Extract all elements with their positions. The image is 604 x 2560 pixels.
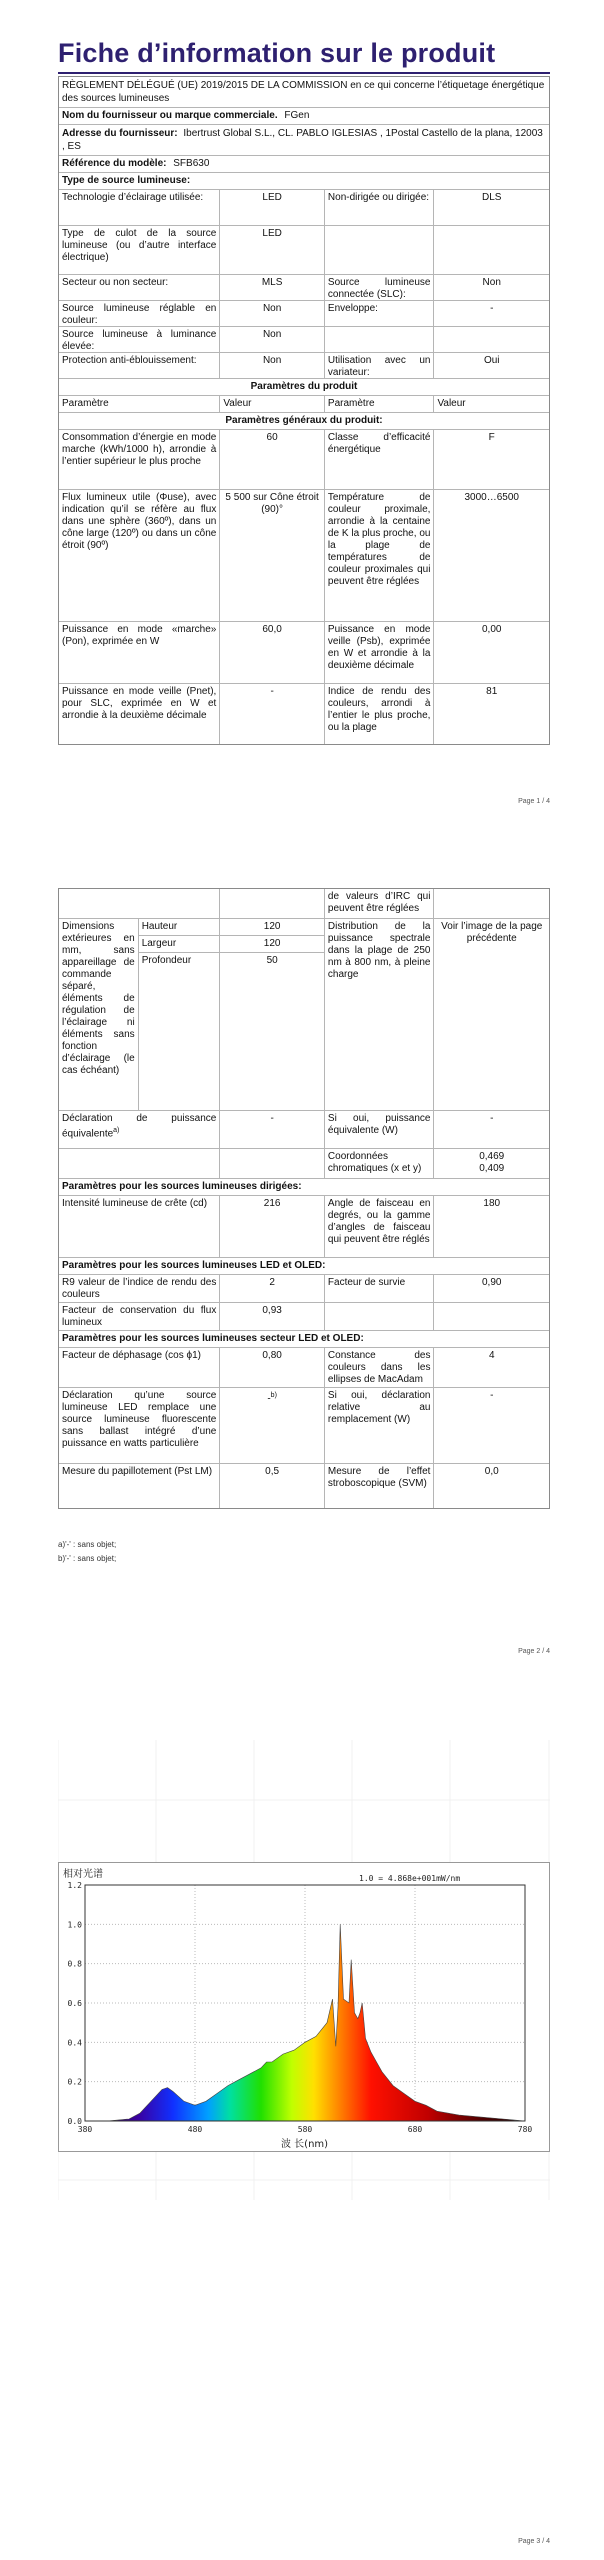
dimensions-row [59,919,549,1111]
x-axis-label: 波 长(nm) [281,2139,329,2150]
footnote-a: a)'-' : sans objet; [58,1540,117,1549]
supplier-address-value: Ibertrust Global S.L., CL. PABLO IGLESIAS , 1Postal Castello de la plana, 12003 , ES [62,128,543,152]
page-3 [0,1740,604,2560]
row-value: DLS [482,192,502,203]
table-row [59,490,549,622]
row-value: Oui [483,355,500,366]
row-value: - [490,303,494,314]
x-tick-label: 580 [297,2125,313,2134]
table-row [59,1464,549,1508]
y-tick-label: 0.8 [67,1959,82,1969]
row-value: 81 [486,686,498,697]
light-source-type-row [59,173,549,190]
equiv-power-value: - [220,1111,325,1148]
beam-label: Angle de faisceau en degrés, ou la gamme d’angles de faisceau qui peuvent être réglés [325,1196,435,1257]
product-params-heading-row [59,379,549,396]
directed-heading-row [59,1179,549,1196]
row-value: Non [220,301,325,326]
replacement-if-value: - [490,1390,494,1401]
product-params-heading: Paramètres du produit [250,381,358,392]
footnote-b: b)'-' : sans objet; [58,1554,117,1563]
svm-label: Mesure de l’effet stroboscopique (SVM) [325,1464,435,1508]
row-value: 0,00 [482,624,502,635]
dim-value: 50 [266,955,278,966]
table-row [59,684,549,744]
spectrum-chart [58,1862,550,2152]
y-tick-label: 0.6 [67,1999,82,2008]
row-label: Technologie d’éclairage utilisée: [59,190,220,225]
param-header-row [59,396,549,413]
chroma-label: Coordonnées chromatiques (x et y) [325,1149,435,1178]
peak-label: Intensité lumineuse de crête (cd) [59,1196,220,1257]
row-label: Consommation d’énergie en mode marche (kWh/1000 h), arrondie à l’entier supérieur le plus proche [59,430,220,489]
supplier-name-row [59,108,549,125]
mains-heading-row [59,1331,549,1348]
row-label: Température de couleur proximale, arrondie à la centaine de K la plus proche, ou la plage de températures de couleur proximales qui peuvent être réglées [325,490,435,621]
column-header: Valeur [220,396,325,412]
replacement-label: Déclaration qu’une source lumineuse LED remplace une source lumineuse fluorescente sans ballast intégré d’une puissance en watts particulière [59,1388,220,1463]
spectral-label: Distribution de la puissance spectrale dans la plage de 250 nm à 800 nm, à pleine charge [325,919,435,1110]
row-value: Non [482,277,501,288]
row-label: de valeurs d’IRC qui peuvent être réglées [325,889,435,918]
equiv-power-label: Déclaration de puissance équivalente [62,1113,217,1140]
table-row [59,1388,549,1464]
row-value: F [488,432,495,443]
dim-name: Largeur [139,936,220,953]
mains-heading: Paramètres pour les sources lumineuses secteur LED et OLED: [62,1333,364,1344]
table-row [59,353,549,379]
dimensions-label: Dimensions extérieures en mm, sans appareillage de commande séparé, éléments de régulation de l’éclairage ni éléments sans fonction d’éclairage (le cas échéant) [59,919,139,1110]
flux-conservation-label: Facteur de conservation du flux lumineux [59,1303,220,1330]
survival-value: 0,90 [482,1277,502,1288]
table-row [59,1303,549,1331]
table-row [59,226,549,275]
row-label: Source lumineuse connectée (SLC): [325,275,435,300]
row-value: Non [220,353,325,378]
light-source-type-heading: Type de source lumineuse: [62,175,191,186]
chroma-x: 0,469 [479,1151,505,1162]
supplier-name-label: Nom du fournisseur ou marque commerciale. [62,110,278,121]
footnote-ref: b) [270,1392,277,1399]
dim-name: Hauteur [139,919,220,936]
spectral-value: Voir l’image de la page précédente [441,921,543,944]
chroma-y: 0,409 [479,1163,505,1174]
row-value: MLS [220,275,325,300]
row-label: Indice de rendu des couleurs, arrondi à l’entier le plus proche, ou la plage [325,684,435,744]
equiv-power-if-value: - [490,1113,494,1124]
y-tick-label: 0.2 [67,2077,82,2087]
peak-value: 216 [220,1196,325,1257]
table-row [59,1149,549,1179]
y-tick-label: 1.2 [67,1881,82,1890]
row-label: Utilisation avec un variateur: [325,353,435,378]
row-label: Protection anti-éblouissement: [59,353,220,378]
power-factor-label: Facteur de déphasage (cos ϕ1) [59,1348,220,1387]
row-value [434,226,549,274]
table-row [59,275,549,301]
table-row [59,301,549,327]
table-row [59,622,549,684]
row-label: Classe d’efficacité énergétique [325,430,435,489]
directed-heading: Paramètres pour les sources lumineuses dirigées: [62,1181,302,1192]
y-tick-labels [68,1881,83,2126]
row-value: LED [220,226,325,274]
flux-conservation-value: 0,93 [220,1303,325,1330]
model-value: SFB630 [173,158,210,169]
table-row [59,327,549,353]
row-label: Puissance en mode veille (Psb), exprimée en W et arrondie à la deuxième décimale [325,622,435,683]
column-header: Paramètre [325,396,435,412]
page-number: Page 3 / 4 [518,2538,550,2545]
row-value: Non [220,327,325,352]
column-header: Paramètre [59,396,220,412]
table-row [59,1348,549,1388]
row-label: Non-dirigée ou dirigée: [325,190,435,225]
row-label: Type de culot de la source lumineuse (ou d’autre interface électrique) [59,226,220,274]
x-tick-label: 680 [407,2125,423,2134]
page-2 [0,880,604,1670]
y-tick-label: 0.0 [67,2117,82,2126]
title-rule [58,72,550,74]
y-tick-label: 0.4 [67,2038,82,2048]
y-tick-label: 1.0 [67,1920,82,1930]
model-label: Référence du modèle: [62,158,167,169]
led-heading-row [59,1258,549,1275]
page-number: Page 1 / 4 [518,798,550,805]
table-row [59,1196,549,1258]
column-header: Valeur [437,398,466,409]
product-info-table [58,76,550,745]
r9-value: 2 [220,1275,325,1302]
beam-value: 180 [483,1198,501,1209]
replacement-value: - [267,1393,271,1405]
row-value: 60 [220,430,325,489]
row-label [325,226,435,274]
table-row [59,190,549,226]
row-value: 3000…6500 [464,492,519,503]
x-tick-labels [78,2125,533,2134]
product-info-table-continued [58,888,550,1509]
macadam-label: Constance des couleurs dans les ellipses de MacAdam [325,1348,435,1387]
row-label: Source lumineuse réglable en couleur: [59,301,220,326]
row-label: Puissance en mode «marche» (Pon), exprimée en W [59,622,220,683]
x-tick-label: 780 [517,2125,533,2134]
dim-value: 120 [220,919,324,936]
x-tick-label: 380 [77,2125,93,2134]
general-params-heading-row [59,413,549,430]
replacement-if-label: Si oui, déclaration relative au remplacement (W) [325,1388,435,1463]
chart-title: 相对光谱 [63,1869,103,1880]
row-value [434,327,549,352]
row-value: - [220,684,325,744]
table-row [59,1111,549,1149]
row-value: LED [220,190,325,225]
x-tick-label: 480 [187,2125,203,2134]
power-factor-value: 0,80 [220,1348,325,1387]
row-value: 60,0 [220,622,325,683]
macadam-value: 4 [488,1350,495,1361]
spectrum-svg [59,1863,549,2151]
page-number: Page 2 / 4 [518,1648,550,1655]
supplier-address-row [59,125,549,156]
footnote-ref: a) [113,1127,120,1134]
flicker-label: Mesure du papillotement (Pst LM) [59,1464,220,1508]
table-row [59,889,549,919]
page-title: Fiche d’information sur le produit [58,38,496,68]
row-label: Puissance en mode veille (Pnet), pour SLC, exprimée en W et arrondie à la deuxième décimale [59,684,220,744]
table-row [59,430,549,490]
page-1 [0,0,604,815]
spectrum-area [85,1924,525,2121]
regulation-text: RÈGLEMENT DÉLÉGUÉ (UE) 2019/2015 DE LA COMMISSION en ce qui concerne l’étiquetage énergétique des sources lumineuses [62,80,545,104]
led-heading: Paramètres pour les sources lumineuses LED et OLED: [62,1260,326,1271]
row-value: 5 500 sur Cône étroit (90)° [220,490,325,621]
svm-value: 0,0 [484,1466,499,1477]
model-row [59,156,549,173]
equiv-power-if-label: Si oui, puissance équivalente (W) [325,1111,435,1148]
r9-label: R9 valeur de l’indice de rendu des couleurs [59,1275,220,1302]
supplier-address-label: Adresse du fournisseur: [62,128,178,139]
row-label [325,327,435,352]
dim-name: Profondeur [141,955,192,966]
row-label: Secteur ou non secteur: [59,275,220,300]
regulation-row [59,77,549,108]
supplier-name-value: FGen [284,110,310,121]
chart-annotation: 1.0 = 4.868e+001mW/nm [359,1874,461,1883]
general-params-heading: Paramètres généraux du produit: [225,415,383,426]
row-label: Enveloppe: [325,301,435,326]
row-label: Flux lumineux utile (Φuse), avec indication qu’il se réfère au flux dans une sphère (360º), dans un cône large (120º) ou dans un cône étroit (90º) [59,490,220,621]
flicker-value: 0,5 [220,1464,325,1508]
dim-value: 120 [220,936,324,953]
table-row [59,1275,549,1303]
row-label: Source lumineuse à luminance élevée: [59,327,220,352]
survival-label: Facteur de survie [325,1275,435,1302]
